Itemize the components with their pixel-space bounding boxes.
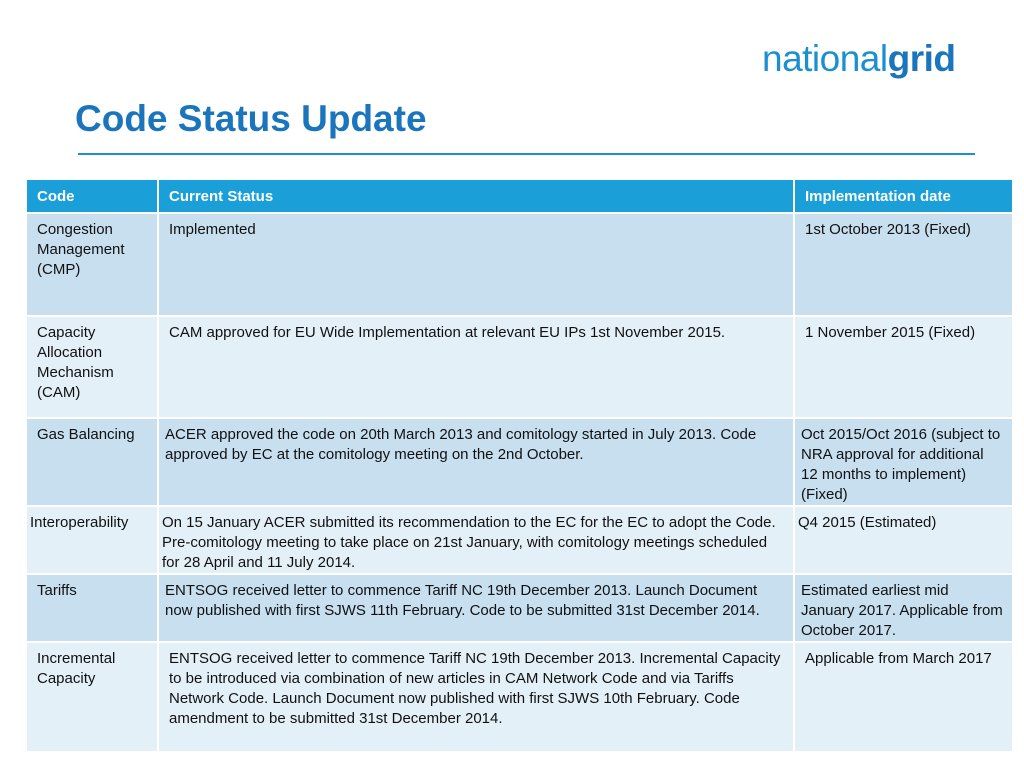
table-row <box>26 316 1013 418</box>
table-row <box>26 506 1013 574</box>
table-row <box>26 418 1013 506</box>
page-title: Code Status Update <box>75 98 427 139</box>
cell-status: Implemented <box>158 213 794 316</box>
cell-code: Incremental Capacity <box>26 642 158 752</box>
cell-status: ENTSOG received letter to commence Tariff NC 19th December 2013. Launch Document now published with first SJWS 11th February. Code to be submitted 31st December 2014. <box>158 574 794 642</box>
logo-text-grid: grid <box>887 38 956 79</box>
header-code: Code <box>26 179 158 213</box>
cell-date: Oct 2015/Oct 2016 (subject to NRA approval for additional 12 months to implement) (Fixed) <box>794 418 1013 506</box>
table-header-row <box>26 179 1013 213</box>
cell-code: Gas Balancing <box>26 418 158 506</box>
cell-date: 1 November 2015 (Fixed) <box>794 316 1013 418</box>
logo-text-national: national <box>762 38 888 79</box>
national-grid-logo <box>762 38 956 80</box>
header-implementation-date: Implementation date <box>794 179 1013 213</box>
cell-date: Applicable from March 2017 <box>794 642 1013 752</box>
table-row <box>26 574 1013 642</box>
cell-status: ENTSOG received letter to commence Tariff NC 19th December 2013. Incremental Capacity to be introduced via combination of new articles in CAM Network Code and via Tariffs Network Code. Launch Document now published with first SJWS 10th February. Code amendment to be submitted 31st December 2014. <box>158 642 794 752</box>
cell-code: Interoperability <box>26 506 158 574</box>
cell-status: On 15 January ACER submitted its recommendation to the EC for the EC to adopt the Code. Pre-comitology meeting to take place on 21st January, with comitology meetings scheduled for 28 April and 11 July 2014. <box>158 506 794 574</box>
code-status-table <box>25 178 1014 753</box>
table-row <box>26 642 1013 752</box>
table-row <box>26 213 1013 316</box>
cell-status: ACER approved the code on 20th March 2013 and comitology started in July 2013. Code approved by EC at the comitology meeting on the 2nd October. <box>158 418 794 506</box>
cell-code: Tariffs <box>26 574 158 642</box>
title-divider <box>78 153 975 155</box>
cell-code: Congestion Management (CMP) <box>26 213 158 316</box>
cell-code: Capacity Allocation Mechanism (CAM) <box>26 316 158 418</box>
cell-date: 1st October 2013 (Fixed) <box>794 213 1013 316</box>
cell-status: CAM approved for EU Wide Implementation at relevant EU IPs 1st November 2015. <box>158 316 794 418</box>
header-current-status: Current Status <box>158 179 794 213</box>
cell-date: Q4 2015 (Estimated) <box>794 506 1013 574</box>
cell-date: Estimated earliest mid January 2017. Applicable from October 2017. <box>794 574 1013 642</box>
